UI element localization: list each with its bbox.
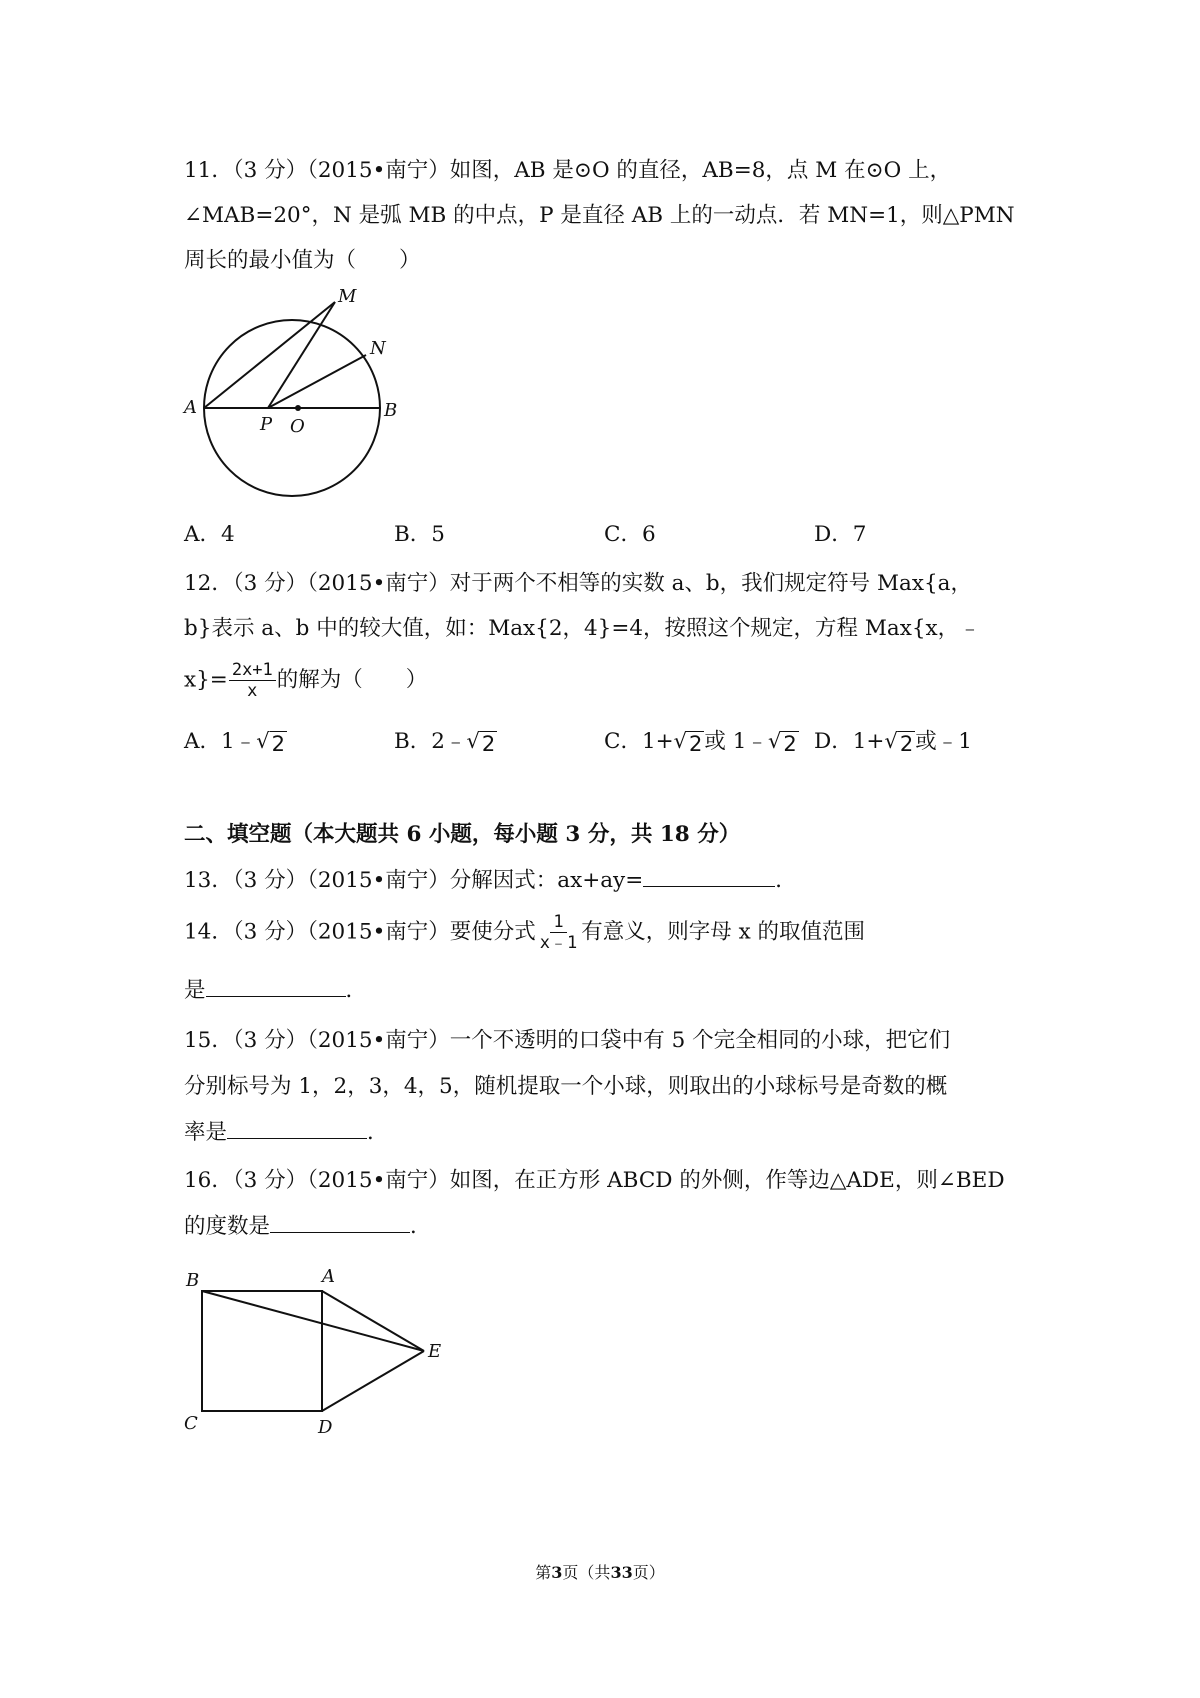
q16-line2-text: 的度数是	[184, 1214, 271, 1239]
q12-line1: 12．（3 分）（2015•南宁）对于两个不相等的实数 a、b，我们规定符号 Max{a，	[184, 571, 972, 596]
q12-line3-suffix: 的解为（ ）	[276, 667, 428, 693]
q14-suffix: 有意义，则字母 x 的取值范围	[581, 919, 866, 945]
q11-option-a: A．4	[184, 522, 235, 547]
sqrt-symbol: √ 2	[256, 729, 285, 756]
q12-frac-numerator: 2x+1	[229, 660, 276, 681]
q13-text: 13．（3 分）（2015•南宁）分解因式：ax+ay=	[184, 868, 644, 893]
footer-text: 第	[535, 1563, 552, 1582]
label-a: A	[184, 397, 197, 418]
q12-option-d	[814, 726, 972, 757]
q12-line2: b}表示 a、b 中的较大值，如：Max{2，4}=4，按照这个规定，方程 Max{x，﹣	[184, 616, 981, 641]
square-figure	[180, 1256, 450, 1436]
q12-line3	[184, 660, 427, 701]
q12-frac-denominator: x	[247, 681, 258, 701]
q13-line	[184, 866, 797, 896]
label-b: B	[384, 400, 398, 421]
label-b: B	[186, 1270, 200, 1291]
q11-option-d: D．7	[814, 522, 867, 547]
radicand: 2	[271, 732, 285, 756]
q14-end: ．	[345, 978, 368, 1003]
radicand: 2	[783, 732, 797, 756]
label-a: A	[322, 1266, 335, 1287]
label-d: D	[318, 1417, 333, 1436]
page-total: 33	[610, 1563, 633, 1582]
circle-figure	[180, 288, 420, 513]
footer-text: 页）	[632, 1563, 665, 1582]
q12-option-c	[604, 726, 799, 757]
q14-line1	[184, 912, 865, 953]
q16-end: ．	[410, 1214, 432, 1239]
q12-option-d-text: D．1+	[814, 729, 885, 754]
q15-line3-text: 率是	[184, 1120, 228, 1145]
label-p: P	[260, 414, 273, 435]
footer-text: 页（共	[562, 1563, 611, 1582]
label-m: M	[338, 288, 357, 307]
q12-line3-prefix: x}=	[184, 667, 228, 693]
q14-fraction	[537, 912, 580, 953]
q16-line1: 16．（3 分）（2015•南宁）如图，在正方形 ABCD 的外侧，作等边△ADE，则∠BED	[184, 1168, 1005, 1193]
q11-option-c: C．6	[604, 522, 656, 547]
q11-line1: 11．（3 分）（2015•南宁）如图，AB 是⊙O 的直径，AB=8，点 M 在⊙O 上，	[184, 158, 952, 183]
q11-option-b: B．5	[394, 522, 445, 547]
q15-line2: 分别标号为 1，2，3，4，5，随机提取一个小球，则取出的小球标号是奇数的概	[184, 1074, 948, 1099]
q11-line2: ∠MAB=20°，N 是弧 MB 的中点，P 是直径 AB 上的一动点．若 MN=1，则△PMN	[184, 203, 1015, 228]
q16-line2	[184, 1212, 432, 1242]
q12-option-a	[184, 726, 287, 757]
q12-option-b	[394, 726, 497, 757]
q12-option-d-suffix: 或﹣1	[915, 729, 972, 754]
q14-line2-text: 是	[184, 978, 206, 1003]
q13-end: ．	[775, 868, 797, 893]
q15-line3	[184, 1118, 389, 1148]
page-number: 3	[551, 1563, 563, 1582]
label-e: E	[428, 1341, 442, 1362]
q12-fraction	[229, 660, 276, 701]
q12-option-b-text: B．2﹣	[394, 729, 467, 754]
q14-line2	[184, 976, 367, 1006]
answer-blank	[206, 976, 346, 997]
label-n: N	[370, 338, 386, 359]
q14-prefix: 14．（3 分）（2015•南宁）要使分式	[184, 919, 536, 945]
radicand: 2	[689, 732, 703, 756]
q14-frac-denominator: x﹣1	[539, 933, 578, 953]
sqrt-symbol: √ 2	[767, 729, 797, 756]
label-o: O	[290, 416, 305, 437]
q14-frac-numerator: 1	[550, 912, 566, 933]
page-footer	[0, 1560, 1200, 1583]
answer-blank	[643, 866, 775, 887]
section-heading: 二、填空题（本大题共 6 小题，每小题 3 分，共 18 分）	[184, 822, 741, 847]
q12-option-a-text: A．1﹣	[184, 729, 257, 754]
label-c: C	[184, 1413, 198, 1434]
q15-end: ．	[367, 1120, 389, 1145]
sqrt-symbol: √ 2	[466, 729, 496, 756]
answer-blank	[270, 1212, 410, 1233]
answer-blank	[227, 1118, 367, 1139]
q12-option-c-mid: 或 1﹣	[704, 729, 768, 754]
radicand: 2	[481, 732, 496, 756]
q15-line1: 15．（3 分）（2015•南宁）一个不透明的口袋中有 5 个完全相同的小球，把它们	[184, 1028, 951, 1053]
q11-line3: 周长的最小值为（ ）	[184, 248, 421, 273]
sqrt-symbol: √ 2	[673, 729, 703, 756]
sqrt-symbol: √ 2	[884, 729, 914, 756]
radicand: 2	[899, 732, 914, 756]
q12-option-c-text: C．1+	[604, 729, 674, 754]
